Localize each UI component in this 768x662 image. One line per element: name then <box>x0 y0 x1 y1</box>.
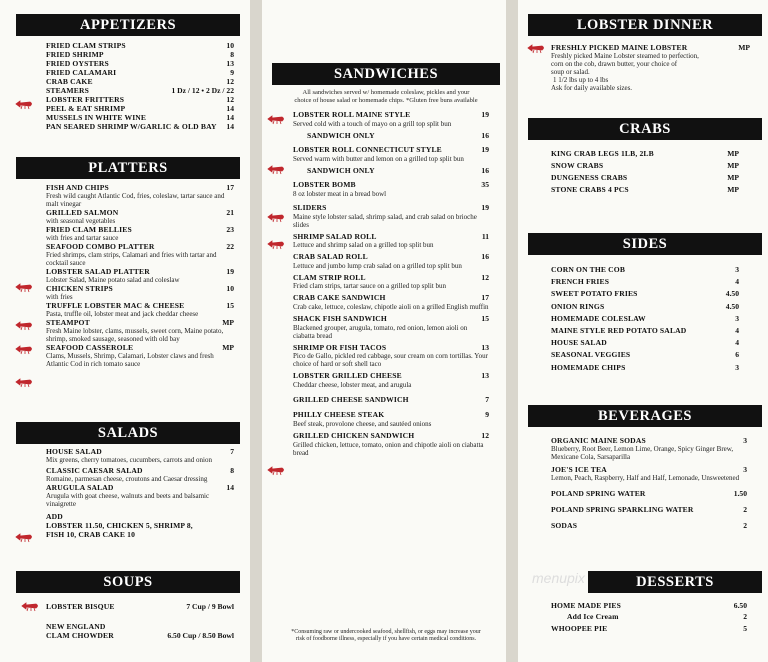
item-description: Lobster Salad, Maine potato salad and coleslaw <box>46 276 180 284</box>
item-description: Grilled chicken, lettuce, tomato, onion and chipotle aioli on ciabatta bread <box>293 440 484 457</box>
item-description: Fried shrimps, clam strips, Calamari and fries with tartar and cocktail sauce <box>46 251 217 267</box>
beverages-header: BEVERAGES <box>528 405 762 427</box>
platters-list <box>46 183 234 368</box>
item-description: with fries and tartar sauce <box>46 234 119 242</box>
menu-item: FRIED CALAMARI 9 <box>46 68 234 77</box>
item-description: Pasta, truffle oil, lobster meat and jack cheddar cheese <box>46 310 199 318</box>
lobster-icon <box>20 601 40 612</box>
desserts-header: DESSERTS <box>588 571 762 593</box>
menu-item: STONE CRABS 4 PCS MP <box>551 185 739 194</box>
item-description: Clams, Mussels, Shrimp, Calamari, Lobster claws and fresh Atlantic Cod in rich tomato sauce <box>46 352 214 368</box>
menu-item: SEAFOOD COMBO PLATTER 22 <box>46 242 234 251</box>
menu-item: LOBSTER BISQUE 7 Cup / 9 Bowl <box>46 602 234 611</box>
lobster-dinner-header: LOBSTER DINNER <box>528 14 762 36</box>
item-description: Romaine, parmesan cheese, croutons and Caesar dressing <box>46 475 208 483</box>
menu-item: FRESHLY PICKED MAINE LOBSTER MP <box>551 43 750 52</box>
item-description: Lemon, Peach, Raspberry, Half and Half, Lemonade, Unsweetened <box>551 474 740 482</box>
item-description: Maine style lobster salad, shrimp salad, and crab salad on brioche slides <box>293 212 477 229</box>
menu-item: SWEET POTATO FRIES 4.50 <box>551 289 739 299</box>
menu-item: SHRIMP SALAD ROLL 11 <box>293 231 489 241</box>
soups-header: SOUPS <box>16 571 240 593</box>
menu-panel-center <box>262 0 506 662</box>
sandwiches-list <box>293 111 489 457</box>
add-ons-line: FISH 10, CRAB CAKE 10 <box>46 530 136 539</box>
menu-item: SHRIMP OR FISH TACOS 13 <box>293 342 489 352</box>
item-description: Ask for daily available sizes. <box>551 84 633 92</box>
menu-item: JOE'S ICE TEA 3 <box>551 465 747 474</box>
menu-item: LOBSTER ROLL MAINE STYLE 19 <box>293 110 489 119</box>
item-description: Pico de Gallo, pickled red cabbage, sour cream on corn tortillas. Your choice of hard or soft shell taco <box>293 352 488 369</box>
menu-item: MUSSELS IN WHITE WINE 14 <box>46 113 234 122</box>
item-description: Fried clam strips, tartar sauce on a grilled top split bun <box>293 282 446 291</box>
lobster-icon <box>526 43 546 54</box>
menu-item: CRAB CAKE SANDWICH 17 <box>293 293 489 303</box>
menu-item: SNOW CRABS MP <box>551 161 739 170</box>
menu-item: FRENCH FRIES 4 <box>551 277 739 287</box>
menu-item: LOBSTER FRITTERS 12 <box>46 95 234 104</box>
menu-item: HOMEMADE COLESLAW 3 <box>551 313 739 323</box>
menu-item: SANDWICH ONLY 16 <box>307 130 489 140</box>
desserts-list <box>551 601 747 635</box>
item-description: Mix greens, cherry tomatoes, cucumbers, carrots and onion <box>46 456 213 464</box>
menu-item: POLAND SPRING WATER 1.50 <box>551 489 747 498</box>
lobster-icon <box>14 282 34 293</box>
menu-item: SANDWICH ONLY 16 <box>307 165 489 175</box>
menu-item: CRAB SALAD ROLL 16 <box>293 252 489 262</box>
lobster-dinner-item <box>551 43 750 92</box>
menu-item: SHACK FISH SANDWICH 15 <box>293 313 489 323</box>
lobster-icon <box>14 320 34 331</box>
menu-item: PHILLY CHEESE STEAK 9 <box>293 410 489 420</box>
appetizers-list <box>46 41 234 131</box>
menu-item: SLIDERS 19 <box>293 202 489 212</box>
item-description: Served cold with a touch of mayo on a grill top split bun <box>293 119 452 128</box>
menu-item: WHOOPEE PIE 5 <box>551 624 747 633</box>
menu-item: HOME MADE PIES 6.50 <box>551 601 747 610</box>
add-ons-title: ADD <box>46 512 63 521</box>
menu-item: CLASSIC CAESAR SALAD 8 <box>46 466 234 475</box>
menu-item: LOBSTER GRILLED CHEESE 13 <box>293 371 489 381</box>
menu-item: HOUSE SALAD 4 <box>551 338 739 348</box>
lobster-icon <box>266 114 286 125</box>
lobster-icon <box>266 212 286 223</box>
lobster-icon <box>14 344 34 355</box>
salads-header: SALADS <box>16 422 240 444</box>
menu-item: SEASONAL VEGGIES 6 <box>551 350 739 360</box>
menu-item: Add Ice Cream 2 <box>567 611 747 621</box>
item-description: Cheddar cheese, lobster meat, and arugula <box>293 380 412 389</box>
menu-item: FRIED OYSTERS 13 <box>46 59 234 68</box>
menu-item: SEAFOOD CASSEROLE MP <box>46 343 234 352</box>
menu-item: FISH AND CHIPS 17 <box>46 183 234 192</box>
menu-item: TRUFFLE LOBSTER MAC & CHEESE 15 <box>46 301 234 310</box>
item-description: Lettuce and shrimp salad on a grilled top split bun <box>293 241 434 250</box>
menu-item: POLAND SPRING SPARKLING WATER 2 <box>551 505 747 514</box>
menu-panel-right <box>518 0 768 662</box>
item-description: Served warm with butter and lemon on a grilled top split bun <box>293 154 464 163</box>
menu-item: HOUSE SALAD 7 <box>46 447 234 456</box>
beverages-list <box>551 436 747 530</box>
menu-item: CLAM CHOWDER 6.50 Cup / 8.50 Bowl <box>46 631 234 640</box>
soups-list <box>46 602 234 640</box>
menu-item: DUNGENESS CRABS MP <box>551 173 739 182</box>
menu-item: CRAB CAKE 12 <box>46 77 234 86</box>
menu-item: PAN SEARED SHRIMP W/GARLIC & OLD BAY 14 <box>46 122 234 131</box>
menu-item: PEEL & EAT SHRIMP 14 <box>46 104 234 113</box>
add-ons-line: LOBSTER 11.50, CHICKEN 5, SHRIMP 8, <box>46 521 193 530</box>
item-description: Crab cake, lettuce, coleslaw, chipotle aioli on a grilled English muffin <box>293 302 489 311</box>
sandwiches-header: SANDWICHES <box>272 63 500 85</box>
watermark: menupix <box>532 570 585 586</box>
menu-item: LOBSTER SALAD PLATTER 19 <box>46 267 234 276</box>
item-description: soup or salad. <box>551 68 590 76</box>
menu-item: NEW ENGLAND <box>46 622 106 631</box>
menu-item: GRILLED CHICKEN SANDWICH 12 <box>293 430 489 440</box>
lobster-icon <box>266 164 286 175</box>
lobster-icon <box>14 99 34 110</box>
menu-item: CLAM STRIP ROLL 12 <box>293 272 489 282</box>
sides-header: SIDES <box>528 233 762 255</box>
menu-item: HOMEMADE CHIPS 3 <box>551 362 739 372</box>
item-description: Fresh Maine lobster, clams, mussels, sweet corn, Maine potato, shrimp, smoked sausage, seasoned with old bay <box>46 327 224 343</box>
sides-list <box>551 264 739 374</box>
sandwiches-intro: All sandwiches served w/ homemade coleslaw, pickles and your choice of house salad or homemade chips. *Gluten free buns available <box>294 89 478 104</box>
menu-item: ORGANIC MAINE SODAS 3 <box>551 436 747 445</box>
menu-item: KING CRAB LEGS 1LB, 2LB MP <box>551 149 739 158</box>
crabs-list <box>551 148 739 196</box>
item-description: Beef steak, provolone cheese, and sautéed onions <box>293 419 432 428</box>
item-description: Blueberry, Root Beer, Lemon Lime, Orange, Spicy Ginger Brew, Mexicane Cola, Sarsaparilla <box>551 445 734 461</box>
menu-item: FRIED SHRIMP 8 <box>46 50 234 59</box>
footnote: *Consuming raw or undercooked seafood, shellfish, or eggs may increase your risk of foodborne illness, especially if you have certain medical conditions. <box>291 629 481 642</box>
lobster-icon <box>14 532 34 543</box>
item-description: Blackened grouper, arugula, tomato, red onion, lemon aioli on ciabatta bread <box>293 323 468 340</box>
menu-item: FRIED CLAM BELLIES 23 <box>46 225 234 234</box>
menu-panel-left <box>0 0 250 662</box>
item-description: with seasonal vegetables <box>46 217 116 225</box>
item-description: Lettuce and jumbo lump crab salad on a grilled top split bun <box>293 261 462 270</box>
menu-item: CORN ON THE COB 3 <box>551 265 739 274</box>
menu-item: FRIED CLAM STRIPS 10 <box>46 41 234 50</box>
menu-item: GRILLED CHEESE SANDWICH 7 <box>293 394 489 404</box>
item-description: Freshly picked Maine Lobster steamed to perfection, <box>551 52 699 60</box>
menu-item: MAINE STYLE RED POTATO SALAD 4 <box>551 326 739 336</box>
lobster-icon <box>14 377 34 388</box>
menu-item: LOBSTER BOMB 35 <box>293 180 489 190</box>
item-description: Fresh wild caught Atlantic Cod, fries, coleslaw, tartar sauce and malt vinegar <box>46 192 225 208</box>
item-description: 8 oz lobster meat in a bread bowl <box>293 189 387 198</box>
crabs-header: CRABS <box>528 118 762 140</box>
lobster-icon <box>266 239 286 250</box>
menu-item: LOBSTER ROLL CONNECTICUT STYLE 19 <box>293 145 489 155</box>
menu-item: ONION RINGS 4.50 <box>551 301 739 311</box>
menu-item: GRILLED SALMON 21 <box>46 208 234 217</box>
menu-item: STEAMERS 1 Dz / 12 • 2 Dz / 22 <box>46 86 234 95</box>
menu-item: SODAS 2 <box>551 521 747 530</box>
salads-list <box>46 447 234 539</box>
menu-item: STEAMPOT MP <box>46 318 234 327</box>
lobster-icon <box>266 465 286 476</box>
platters-header: PLATTERS <box>16 157 240 179</box>
menu-item: CHICKEN STRIPS 10 <box>46 284 234 293</box>
menu-item: ARUGULA SALAD 14 <box>46 483 234 492</box>
appetizers-header: APPETIZERS <box>16 14 240 36</box>
item-description: 1 1/2 lbs up to 4 lbs <box>553 76 609 84</box>
item-description: corn on the cob, drawn butter, your choice of <box>551 60 678 68</box>
item-description: with fries <box>46 293 73 301</box>
item-description: Arugula with goat cheese, walnuts and beets and balsamic vinaigrette <box>46 492 210 508</box>
